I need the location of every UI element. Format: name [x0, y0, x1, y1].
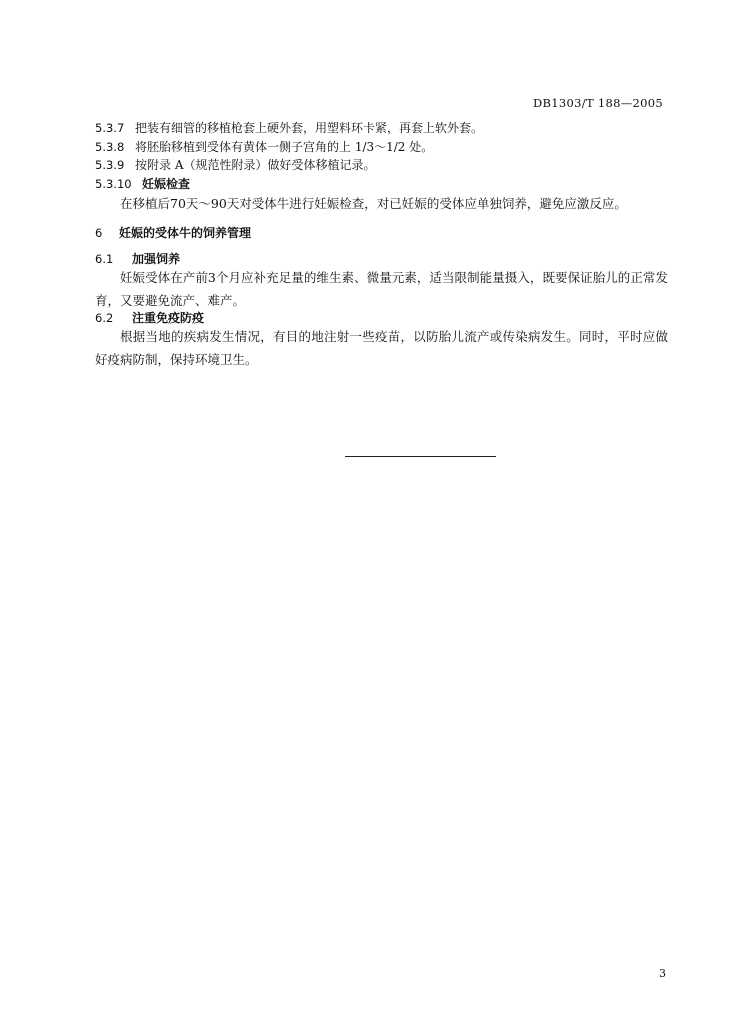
document-code: DB1303/T 188—2005 — [533, 96, 663, 110]
page-number: 3 — [659, 967, 666, 980]
clause-number: 5.3.9 — [95, 158, 125, 172]
clause-text: 将胚胎移植到受体有黄体一侧子宫角的上 1/3～1/2 处。 — [135, 140, 434, 154]
clause-heading: 妊娠检查 — [142, 177, 191, 191]
paragraph-feeding: 妊娠受体在产前3个月应补充足量的维生素、微量元素，适当限制能量摄入，既要保证胎儿的正常发育，又要避免流产、难产。 — [95, 270, 668, 308]
clause-5-3-7 — [95, 120, 483, 136]
section-title: 妊娠的受体牛的饲养管理 — [119, 226, 252, 240]
paragraph-immunization: 根据当地的疾病发生情况，有目的地注射一些疫苗，以防胎儿流产或传染病发生。同时，平时应做好疫病防制，保持环境卫生。 — [95, 329, 668, 367]
clause-number: 5.3.10 — [95, 177, 132, 191]
section-6-1-heading — [95, 251, 180, 267]
clause-5-3-9 — [95, 157, 375, 173]
clause-number: 5.3.8 — [95, 140, 125, 154]
section-number: 6.2 — [95, 311, 114, 325]
clause-5-3-10-heading — [95, 176, 190, 192]
section-number: 6 — [95, 226, 103, 240]
end-of-text-rule — [345, 456, 496, 457]
section-6-2-heading — [95, 310, 204, 326]
paragraph-pregnancy-check: 在移植后70天～90天对受体牛进行妊娠检查，对已妊娠的受体应单独饲养，避免应激反应。 — [120, 196, 627, 211]
clause-text: 把装有细管的移植枪套上硬外套，用塑料环卡紧，再套上软外套。 — [135, 121, 484, 135]
clause-text: 按附录 A（规范性附录）做好受体移植记录。 — [135, 158, 376, 172]
clause-5-3-8 — [95, 139, 433, 155]
section-number: 6.1 — [95, 252, 114, 266]
section-title: 加强饲养 — [132, 252, 181, 266]
section-6-heading — [95, 225, 251, 241]
clause-number: 5.3.7 — [95, 121, 125, 135]
section-title: 注重免疫防疫 — [132, 311, 205, 325]
